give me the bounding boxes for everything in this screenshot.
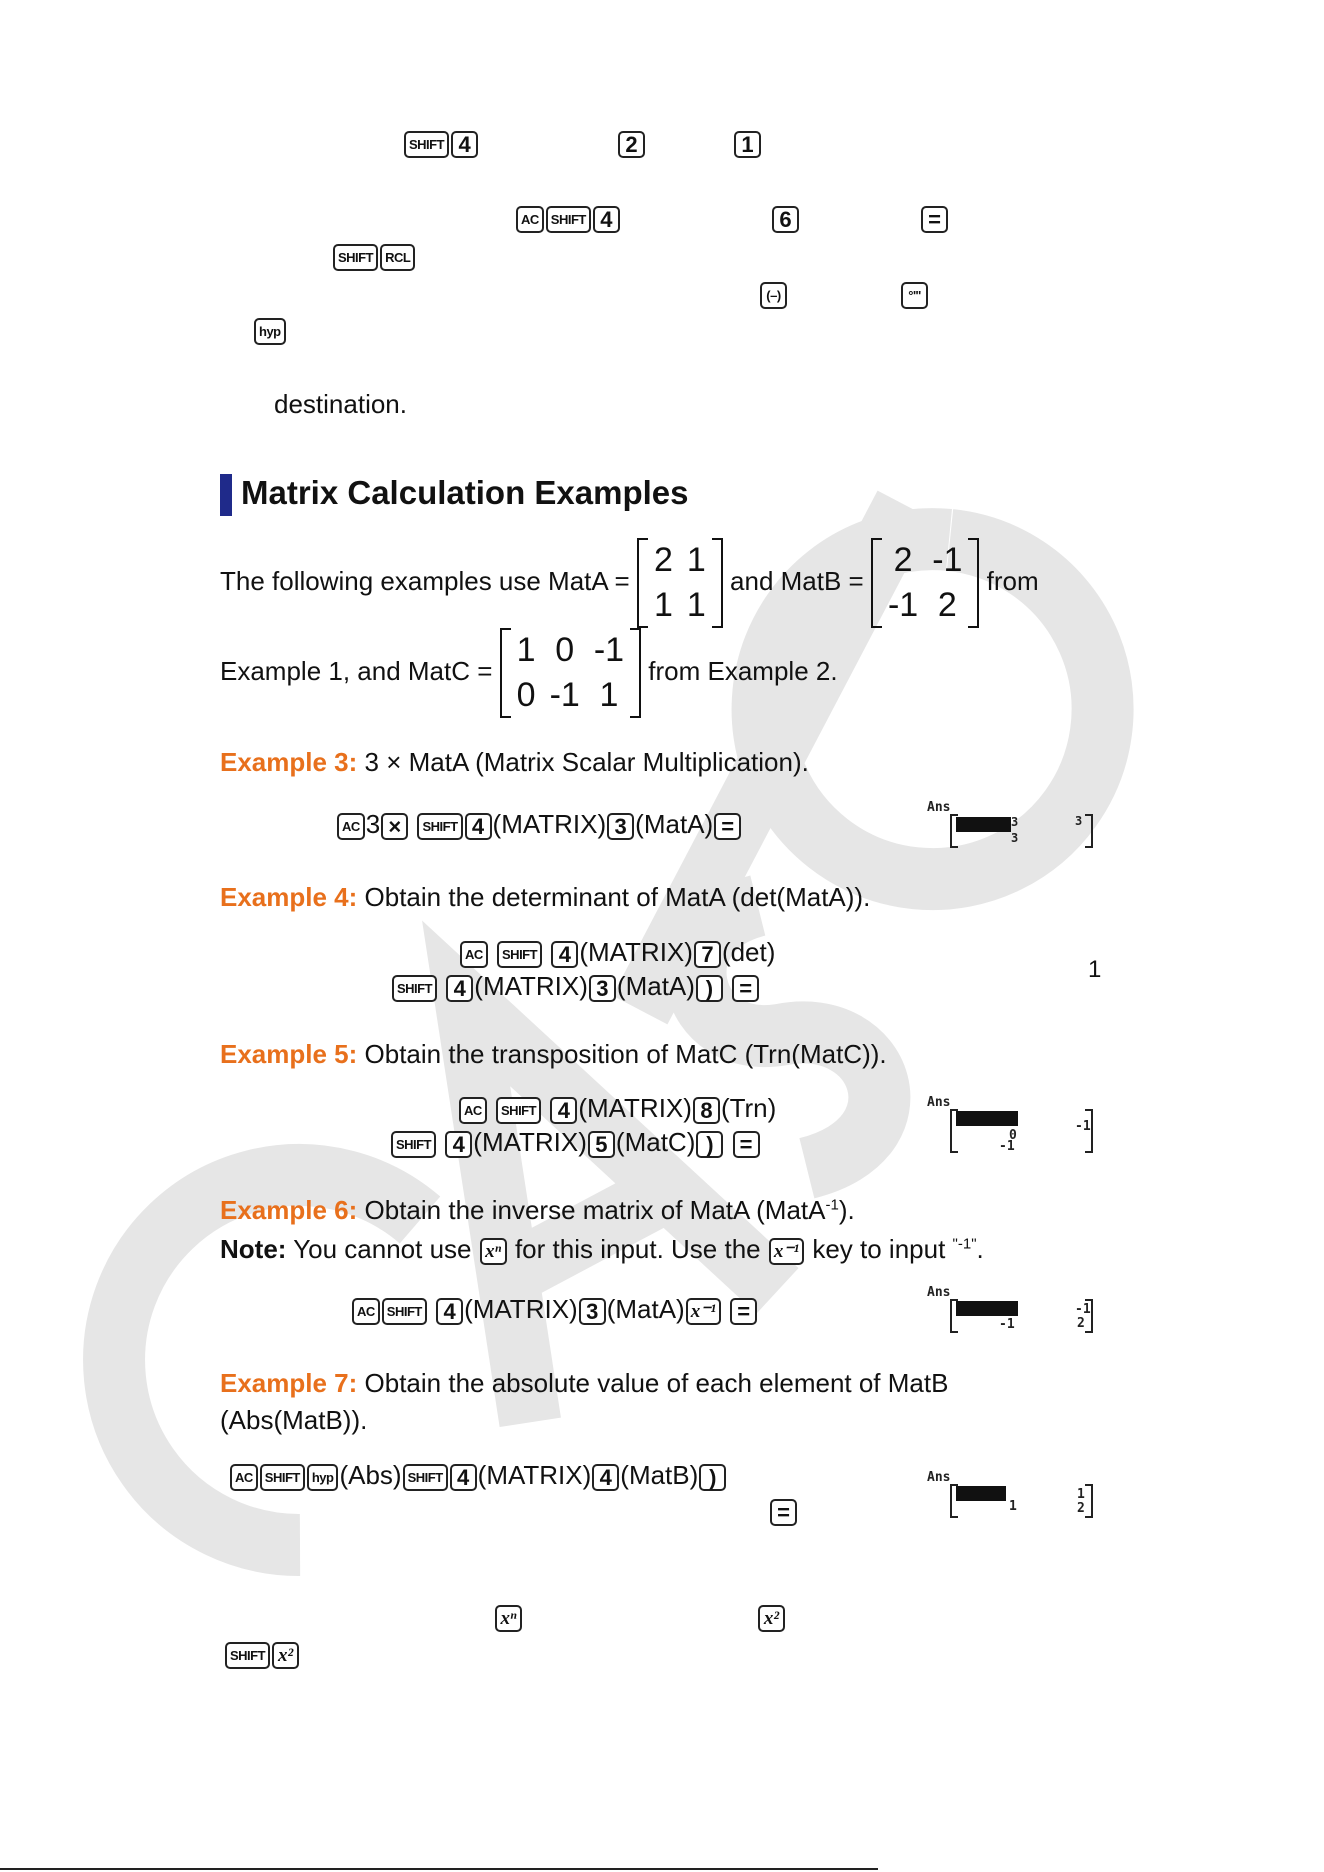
mat-cell: 0 [516, 676, 536, 714]
four-key[interactable]: 4 [550, 1097, 577, 1124]
intro-line1 [220, 538, 1039, 628]
mat-cell: 2 [937, 586, 957, 624]
note-text: for this input. Use the [507, 1234, 768, 1264]
four-key[interactable]: 4 [445, 1131, 472, 1158]
screen-ex3 [925, 800, 1105, 850]
example-text: Obtain the absolute value of each element of MatB [357, 1368, 949, 1398]
six-key[interactable]: 6 [772, 206, 799, 233]
rparen-key[interactable]: ) [696, 975, 723, 1002]
bottom-xsq-wrap [757, 1601, 786, 1632]
example-text: Obtain the transposition of MatC (Trn(MatC)). [357, 1039, 887, 1069]
example-text: Obtain the inverse matrix of MatA (MatA [357, 1195, 826, 1225]
ac-key[interactable]: AC [337, 813, 365, 840]
bottom-keys [224, 1638, 300, 1669]
ac-key[interactable]: AC [460, 941, 488, 968]
example-4-heading [220, 882, 870, 912]
shift-key[interactable]: SHIFT [403, 1464, 448, 1491]
shift-key[interactable]: SHIFT [333, 244, 378, 271]
equals-key-wrap [920, 202, 949, 233]
screen-value: 1 [1009, 1499, 1017, 1514]
answer-bar [956, 817, 1011, 832]
equals-key[interactable]: = [733, 1131, 760, 1158]
matrix-label: (MATRIX) [473, 1127, 587, 1157]
ac-key[interactable]: AC [352, 1298, 380, 1325]
equals-key[interactable]: = [714, 813, 741, 840]
rparen-key[interactable]: ) [696, 1131, 723, 1158]
four-key[interactable]: 4 [551, 941, 578, 968]
mata-label: (MatA) [606, 1294, 685, 1324]
footer-rule [0, 1868, 878, 1870]
screen-value: 3 [1011, 815, 1019, 829]
screen-value: 3 [1075, 814, 1083, 828]
example-text-end: ). [838, 1195, 855, 1225]
matrix-a [637, 538, 723, 628]
equals-key[interactable]: = [770, 1499, 797, 1526]
matrix-label: (MATRIX) [477, 1460, 592, 1490]
three-key[interactable]: 3 [589, 975, 616, 1002]
matb-label: (MatB) [620, 1460, 699, 1490]
top-keys-row1 [403, 127, 479, 158]
matrix-b [871, 538, 979, 628]
example-3-heading [220, 747, 809, 777]
screen-value: 2 [1077, 1316, 1085, 1331]
one-key[interactable]: 1 [734, 131, 761, 158]
matrix-label: (MATRIX) [474, 971, 588, 1001]
screen-value: -1 [1075, 1302, 1091, 1317]
x-inverse-key[interactable]: x⁻¹ [769, 1238, 804, 1265]
example-4-keys-line2 [391, 971, 760, 1002]
screen-value: 3 [1011, 831, 1019, 845]
mat-cell: 1 [599, 676, 619, 714]
eight-key[interactable]: 8 [693, 1097, 720, 1124]
screen-value: -1 [999, 1139, 1015, 1154]
two-key[interactable]: 2 [618, 131, 645, 158]
equals-key[interactable]: = [730, 1298, 757, 1325]
superscript: -1 [825, 1196, 839, 1214]
example-3-keys [336, 809, 742, 840]
example-7-heading [220, 1368, 948, 1398]
mat-cell: -1 [887, 586, 919, 624]
screen-value: 0 [1009, 1128, 1017, 1143]
screen-ex7 [925, 1470, 1105, 1520]
x-squared-key[interactable]: x² [272, 1642, 299, 1669]
shift-key[interactable]: SHIFT [382, 1298, 427, 1325]
times-key[interactable]: × [381, 813, 408, 840]
example-5-keys-line1 [458, 1093, 776, 1124]
screen-value: -1 [1075, 1119, 1091, 1134]
five-key[interactable]: 5 [588, 1131, 615, 1158]
screen-bracket-right [1085, 1109, 1093, 1153]
mat-cell: 1 [686, 586, 706, 624]
rcl-key[interactable]: RCL [380, 244, 415, 271]
shift-key[interactable]: SHIFT [392, 975, 437, 1002]
example-label: Example 3: [220, 747, 358, 777]
note-text: You cannot use [286, 1234, 479, 1264]
mat-cell: -1 [549, 676, 580, 714]
negative-key[interactable]: (–) [760, 282, 787, 309]
two-key-wrap [617, 127, 646, 158]
x-squared-key[interactable]: x² [758, 1605, 785, 1632]
screen-bracket-left [950, 1484, 958, 1518]
mat-cell: 1 [516, 631, 536, 669]
example-6-heading [220, 1195, 855, 1225]
shift-key[interactable]: SHIFT [260, 1464, 305, 1491]
example-label: Example 7: [220, 1368, 358, 1398]
ac-key[interactable]: AC [516, 206, 544, 233]
shift-key[interactable]: SHIFT [496, 1097, 541, 1124]
shift-key[interactable]: SHIFT [546, 206, 591, 233]
intro-text-4: Example 1, and MatC = [220, 655, 493, 686]
three-key[interactable]: 3 [607, 813, 634, 840]
equals-key[interactable]: = [732, 975, 759, 1002]
example-text: 3 × MatA (Matrix Scalar Multiplication). [357, 747, 809, 777]
intro-text-5: from Example 2. [648, 655, 838, 686]
x-power-key[interactable]: xⁿ [480, 1238, 507, 1265]
answer-bar [956, 1111, 1018, 1126]
shift-key[interactable]: SHIFT [225, 1642, 270, 1669]
screen-bracket-left [950, 814, 958, 848]
ac-key[interactable]: AC [230, 1464, 258, 1491]
example-label: Example 6: [220, 1195, 358, 1225]
det-label: (det) [721, 937, 776, 967]
matc-label: (MatC) [615, 1127, 696, 1157]
top-keys-row3 [332, 240, 416, 271]
trn-label: (Trn) [720, 1093, 777, 1123]
x-inverse-key[interactable]: x⁻¹ [686, 1298, 721, 1325]
four-key[interactable]: 4 [450, 1464, 477, 1491]
shift-key[interactable]: SHIFT [391, 1131, 436, 1158]
mat-cell: -1 [593, 631, 625, 669]
degree-key[interactable]: °''' [901, 282, 928, 309]
matrix-label: (MATRIX) [492, 809, 607, 839]
screen-bracket-left [950, 1109, 958, 1153]
four-key[interactable]: 4 [436, 1298, 463, 1325]
ans-indicator: Ans [927, 1470, 951, 1485]
mat-cell: 1 [653, 586, 673, 624]
answer-bar [956, 1301, 1018, 1316]
superscript: "-1" [952, 1235, 977, 1253]
screen-bracket-right [1085, 814, 1093, 848]
shift-key[interactable]: SHIFT [497, 941, 542, 968]
example-7-keys [229, 1460, 727, 1491]
screen-ex6 [925, 1285, 1105, 1335]
negative-key-wrap [759, 278, 788, 309]
screen-ex5 [925, 1095, 1105, 1155]
bottom-xpow-wrap [494, 1601, 523, 1632]
degree-key-wrap [900, 278, 929, 309]
hyp-key[interactable]: hyp [254, 318, 286, 345]
ans-indicator: Ans [927, 1095, 951, 1110]
example-5-heading [220, 1039, 887, 1069]
intro-text-3: from [986, 565, 1039, 596]
screen-bracket-right [1085, 1299, 1093, 1333]
intro-line2 [220, 628, 838, 718]
example-text: Obtain the determinant of MatA (det(MatA)). [357, 882, 871, 912]
screen-bracket-left [950, 1299, 958, 1333]
screen-bracket-right [1085, 1484, 1093, 1518]
mat-cell: 2 [653, 541, 673, 579]
three-key[interactable]: 3 [579, 1298, 606, 1325]
ans-indicator: Ans [927, 800, 951, 815]
mat-cell: 2 [893, 541, 913, 579]
example-6-keys [351, 1294, 758, 1325]
answer-bar [956, 1486, 1006, 1501]
matrix-label: (MATRIX) [579, 937, 693, 967]
mata-label: (MatA) [616, 971, 695, 1001]
example-5-keys-line2 [390, 1127, 761, 1158]
note-label: Note: [220, 1234, 287, 1264]
four-key[interactable]: 4 [446, 975, 473, 1002]
x-power-key[interactable]: xⁿ [495, 1605, 522, 1632]
ans-indicator: Ans [927, 1285, 951, 1300]
seven-key[interactable]: 7 [694, 941, 721, 968]
example-4-keys-line1 [459, 937, 775, 968]
mat-cell: 1 [686, 541, 706, 579]
four-key[interactable]: 4 [592, 1464, 619, 1491]
det-result: 1 [1088, 956, 1102, 983]
intro-text-2: and MatB = [730, 565, 864, 596]
ac-key[interactable]: AC [459, 1097, 487, 1124]
shift-key[interactable]: SHIFT [404, 131, 449, 158]
intro-text-1: The following examples use MatA = [220, 565, 630, 596]
four-key[interactable]: 4 [593, 206, 620, 233]
one-key-wrap [733, 127, 762, 158]
note-text: . [976, 1234, 984, 1264]
example-7-heading-line2: (Abs(MatB)). [220, 1405, 368, 1435]
screen-value: 2 [1077, 1501, 1085, 1516]
rparen-key[interactable]: ) [699, 1464, 726, 1491]
mat-cell: -1 [932, 541, 963, 579]
abs-label: (Abs) [339, 1460, 402, 1490]
mat-cell: 0 [555, 631, 575, 669]
matrix-label: (MATRIX) [578, 1093, 692, 1123]
example-7-equals-wrap [769, 1495, 798, 1526]
shift-key[interactable]: SHIFT [417, 813, 462, 840]
hyp-key[interactable]: hyp [307, 1464, 339, 1491]
equals-key[interactable]: = [921, 206, 948, 233]
example-label: Example 5: [220, 1039, 358, 1069]
section-title: Matrix Calculation Examples [241, 474, 689, 511]
four-key[interactable]: 4 [465, 813, 492, 840]
screen-value: 1 [1077, 1487, 1085, 1502]
mata-label: (MatA) [635, 809, 714, 839]
note-text: key to input [805, 1234, 953, 1264]
matrix-label: (MATRIX) [464, 1294, 578, 1324]
top-keys-row2 [515, 202, 621, 233]
hyp-key-wrap [253, 314, 287, 345]
four-key[interactable]: 4 [451, 131, 478, 158]
digit-text: 3 [365, 809, 381, 839]
example-6-note [220, 1234, 984, 1265]
heading-bar [220, 474, 232, 516]
matrix-c [500, 628, 641, 718]
six-key-wrap [771, 202, 800, 233]
destination-text: destination. [274, 389, 407, 419]
example-label: Example 4: [220, 882, 358, 912]
screen-value: -1 [999, 1317, 1015, 1332]
